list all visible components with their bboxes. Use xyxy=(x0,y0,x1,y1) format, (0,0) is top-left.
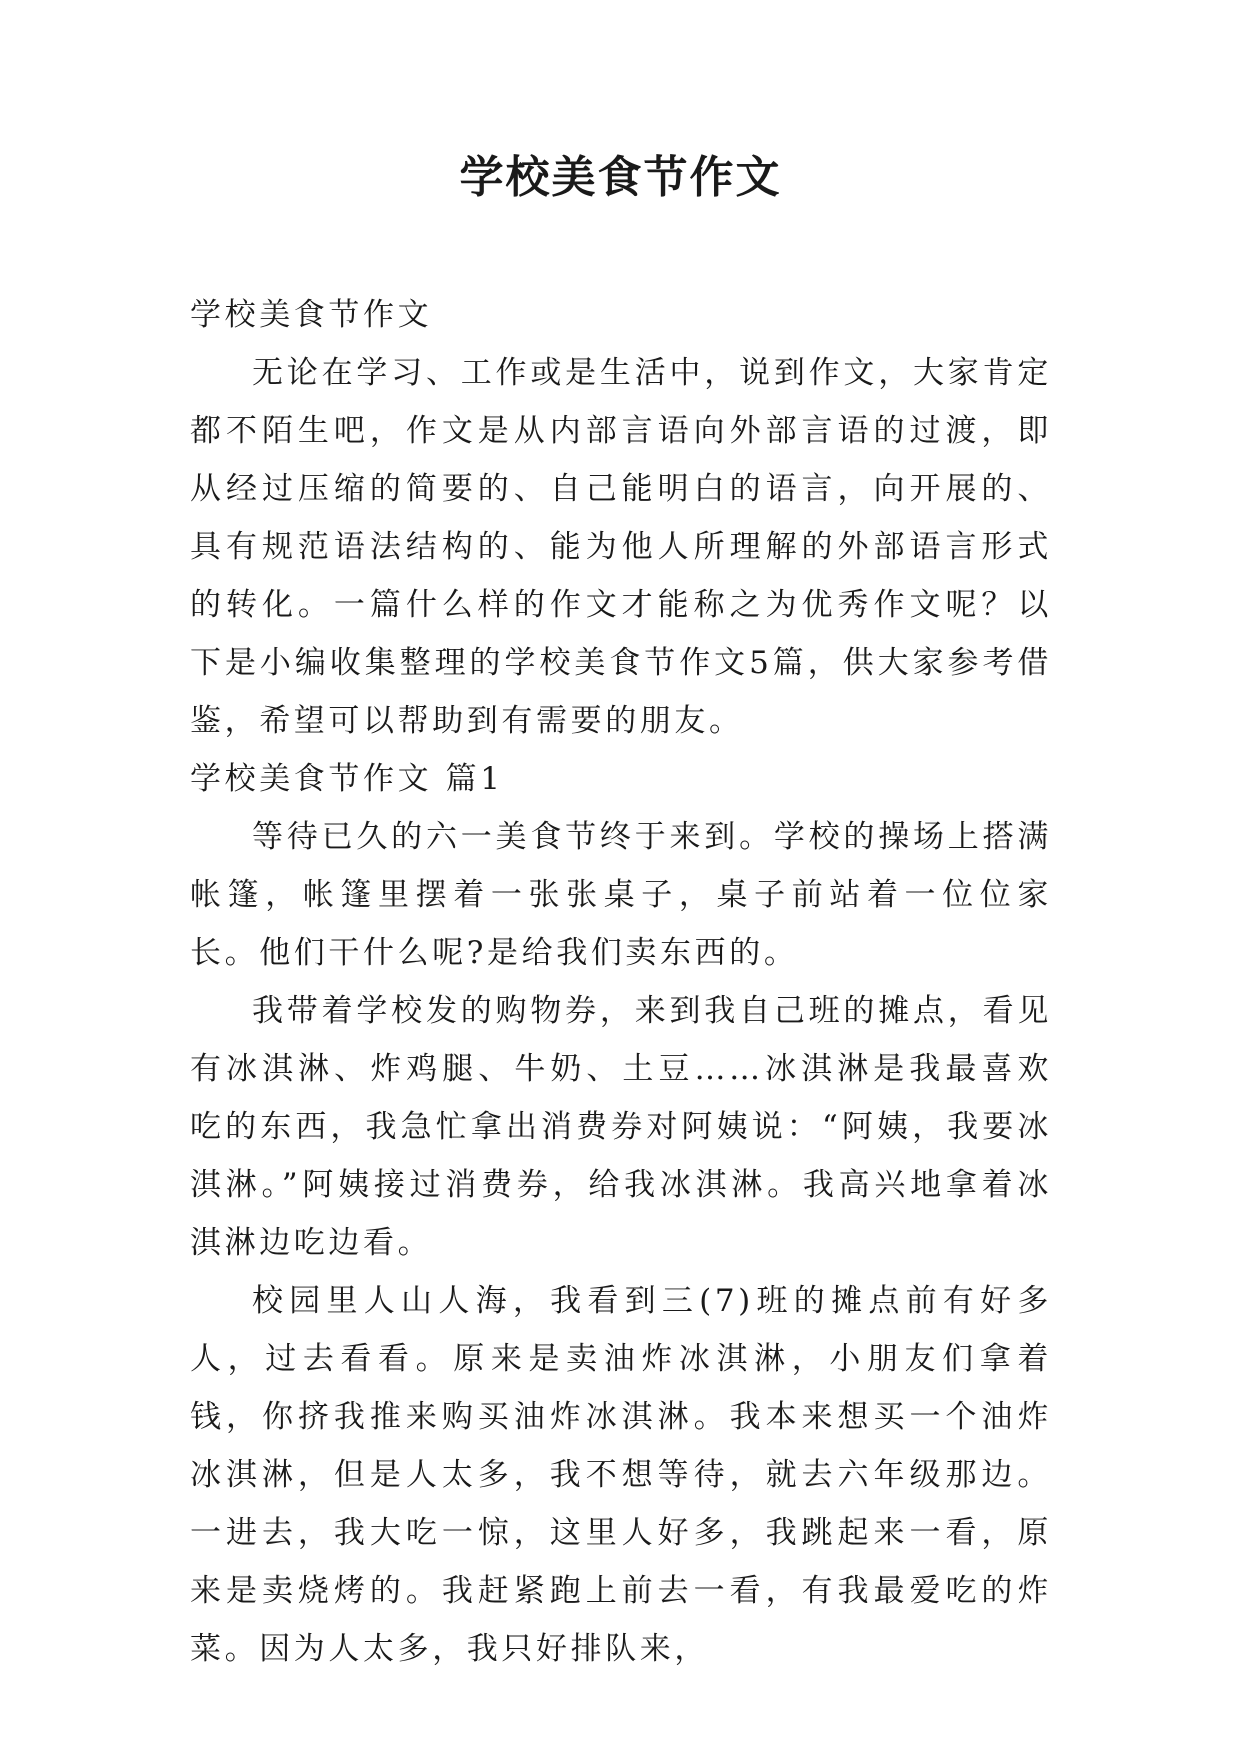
document-body xyxy=(190,286,1052,1678)
section-heading: 学校美食节作文 篇1 xyxy=(190,761,504,797)
intro-paragraph: 无论在学习、工作或是生活中，说到作文，大家肯定都不陌生吧，作文是从内部言语向外部言语的过渡，即从经过压缩的简要的、自己能明白的语言，向开展的、具有规范语法结构的、能为他人所理解的外部语言形式的转化。一篇什么样的作文才能称之为优秀作文呢？以下是小编收集整理的学校美食节作文5篇，供大家参考借鉴，希望可以帮助到有需要的朋友。 xyxy=(190,355,1052,739)
body-paragraph: 校园里人山人海，我看到三(7)班的摊点前有好多人，过去看看。原来是卖油炸冰淇淋，小朋友们拿着钱，你挤我推来购买油炸冰淇淋。我本来想买一个油炸冰淇淋，但是人太多，我不想等待，就去六年级那边。一进去，我大吃一惊，这里人好多，我跳起来一看，原来是卖烧烤的。我赶紧跑上前去一看，有我最爱吃的炸菜。因为人太多，我只好排队来， xyxy=(190,1283,1052,1667)
document-title: 学校美食节作文 xyxy=(459,152,782,203)
body-paragraph: 我带着学校发的购物券，来到我自己班的摊点，看见有冰淇淋、炸鸡腿、牛奶、土豆……冰淇淋是我最喜欢吃的东西，我急忙拿出消费券对阿姨说：“阿姨，我要冰淇淋。”阿姨接过消费券，给我冰淇淋。我高兴地拿着冰淇淋边吃边看。 xyxy=(190,993,1052,1261)
body-paragraph: 等待已久的六一美食节终于来到。学校的操场上搭满帐篷，帐篷里摆着一张张桌子，桌子前站着一位位家长。他们干什么呢?是给我们卖东西的。 xyxy=(190,819,1052,971)
intro-heading: 学校美食节作文 xyxy=(190,297,433,333)
